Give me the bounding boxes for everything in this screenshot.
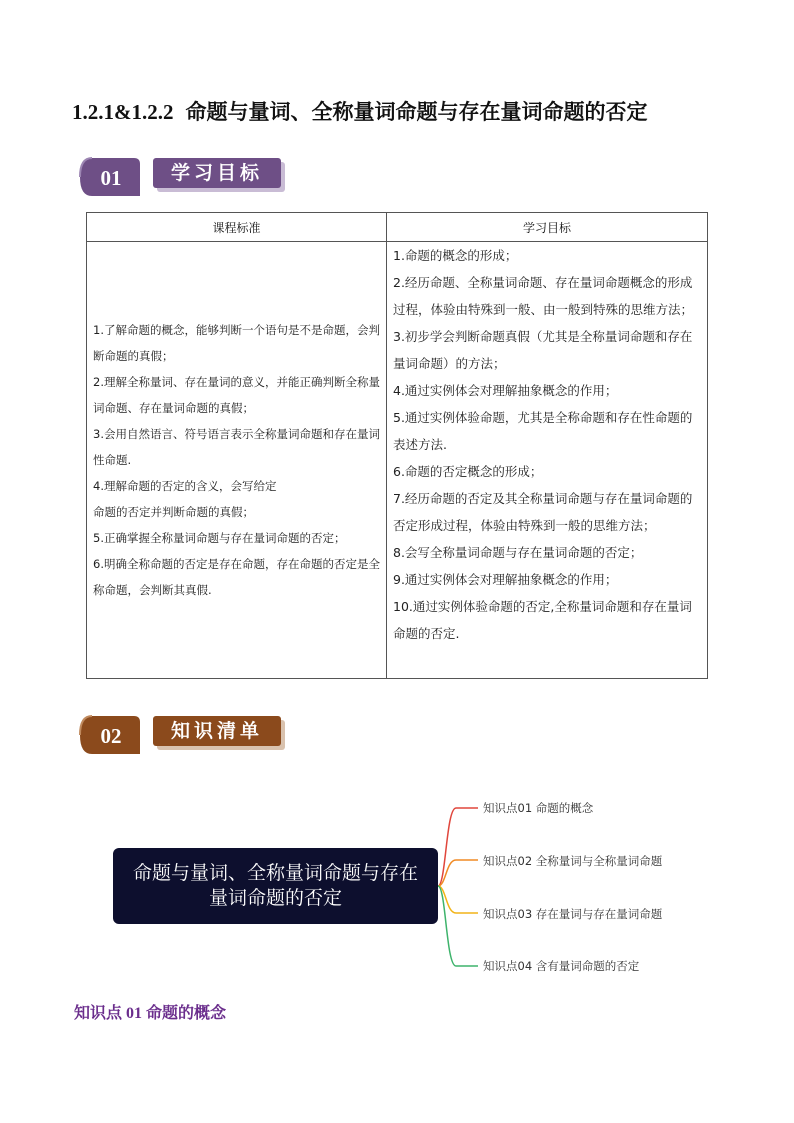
connector-4 xyxy=(438,886,478,966)
list-item: 1.命题的概念的形成； xyxy=(393,248,518,263)
table-header-standard: 课程标准 xyxy=(87,213,387,242)
mindmap-branch-1: 知识点01 命题的概念 xyxy=(483,801,594,815)
section2-number: 02 xyxy=(100,724,122,748)
title-text: 命题与量词、全称量词命题与存在量词命题的否定 xyxy=(185,100,648,124)
kp-title: 命题的概念 xyxy=(146,1003,227,1022)
list-item: 6.命题的否定概念的形成； xyxy=(393,464,543,479)
list-item: 命题的否定并判断命题的真假； xyxy=(93,505,254,519)
list-item: 6.明确全称命题的否定是存在命题，存在命题的否定是全称命题，会判断其真假. xyxy=(93,557,380,597)
title-number: 1.2.1&1.2.2 xyxy=(72,100,174,124)
list-item: 2.经历命题、全称量词命题、存在量词命题概念的形成过程，体验由特殊到一般、由一般到特殊的思维方法； xyxy=(393,275,694,317)
list-item: 9.通过实例体会对理解抽象概念的作用； xyxy=(393,572,618,587)
list-item: 8.会写全称量词命题与存在量词命题的否定； xyxy=(393,545,643,560)
list-item: 3.会用自然语言、符号语言表示全称量词命题和存在量词性命题. xyxy=(93,427,380,467)
list-item: 4.通过实例体会对理解抽象概念的作用； xyxy=(393,383,618,398)
mindmap-branch-4: 知识点04 含有量词命题的否定 xyxy=(483,959,640,973)
list-item: 5.正确掌握全称量词命题与存在量词命题的否定； xyxy=(93,531,346,545)
knowledge-point-heading xyxy=(74,1000,226,1023)
kp-number: 01 xyxy=(126,1005,143,1022)
section1-label: 学习目标 xyxy=(153,158,281,188)
list-item: 2.理解全称量词、存在量词的意义，并能正确判断全称量词命题、存在量词命题的真假； xyxy=(93,375,380,415)
mindmap-branch-3: 知识点03 存在量词与存在量词命题 xyxy=(483,907,663,921)
list-item: 7.经历命题的否定及其全称量词命题与存在量词命题的否定形成过程，体验由特殊到一般的思维方法； xyxy=(393,491,693,533)
list-item: 4.理解命题的否定的含义，会写给定 xyxy=(93,479,277,493)
connector-1 xyxy=(438,808,478,886)
list-item: 3.初步学会判断命题真假（尤其是全称量词命题和存在量词命题）的方法； xyxy=(393,329,693,371)
section2-label: 知识清单 xyxy=(153,716,281,746)
list-item: 5.通过实例体验命题，尤其是全称命题和存在性命题的表述方法. xyxy=(393,410,693,452)
list-item: 10.通过实例体验命题的否定,全称量词命题和存在量词命题的否定. xyxy=(393,599,692,641)
table-header-goal: 学习目标 xyxy=(387,213,708,242)
kp-prefix: 知识点 xyxy=(74,1003,123,1022)
mindmap-root: 命题与量词、全称量词命题与存在量词命题的否定 xyxy=(113,848,438,924)
list-item: 1.了解命题的概念，能够判断一个语句是不是命题，会判断命题的真假； xyxy=(93,323,380,363)
section1-number: 01 xyxy=(100,166,122,190)
mindmap-branch-2: 知识点02 全称量词与全称量词命题 xyxy=(483,854,663,868)
